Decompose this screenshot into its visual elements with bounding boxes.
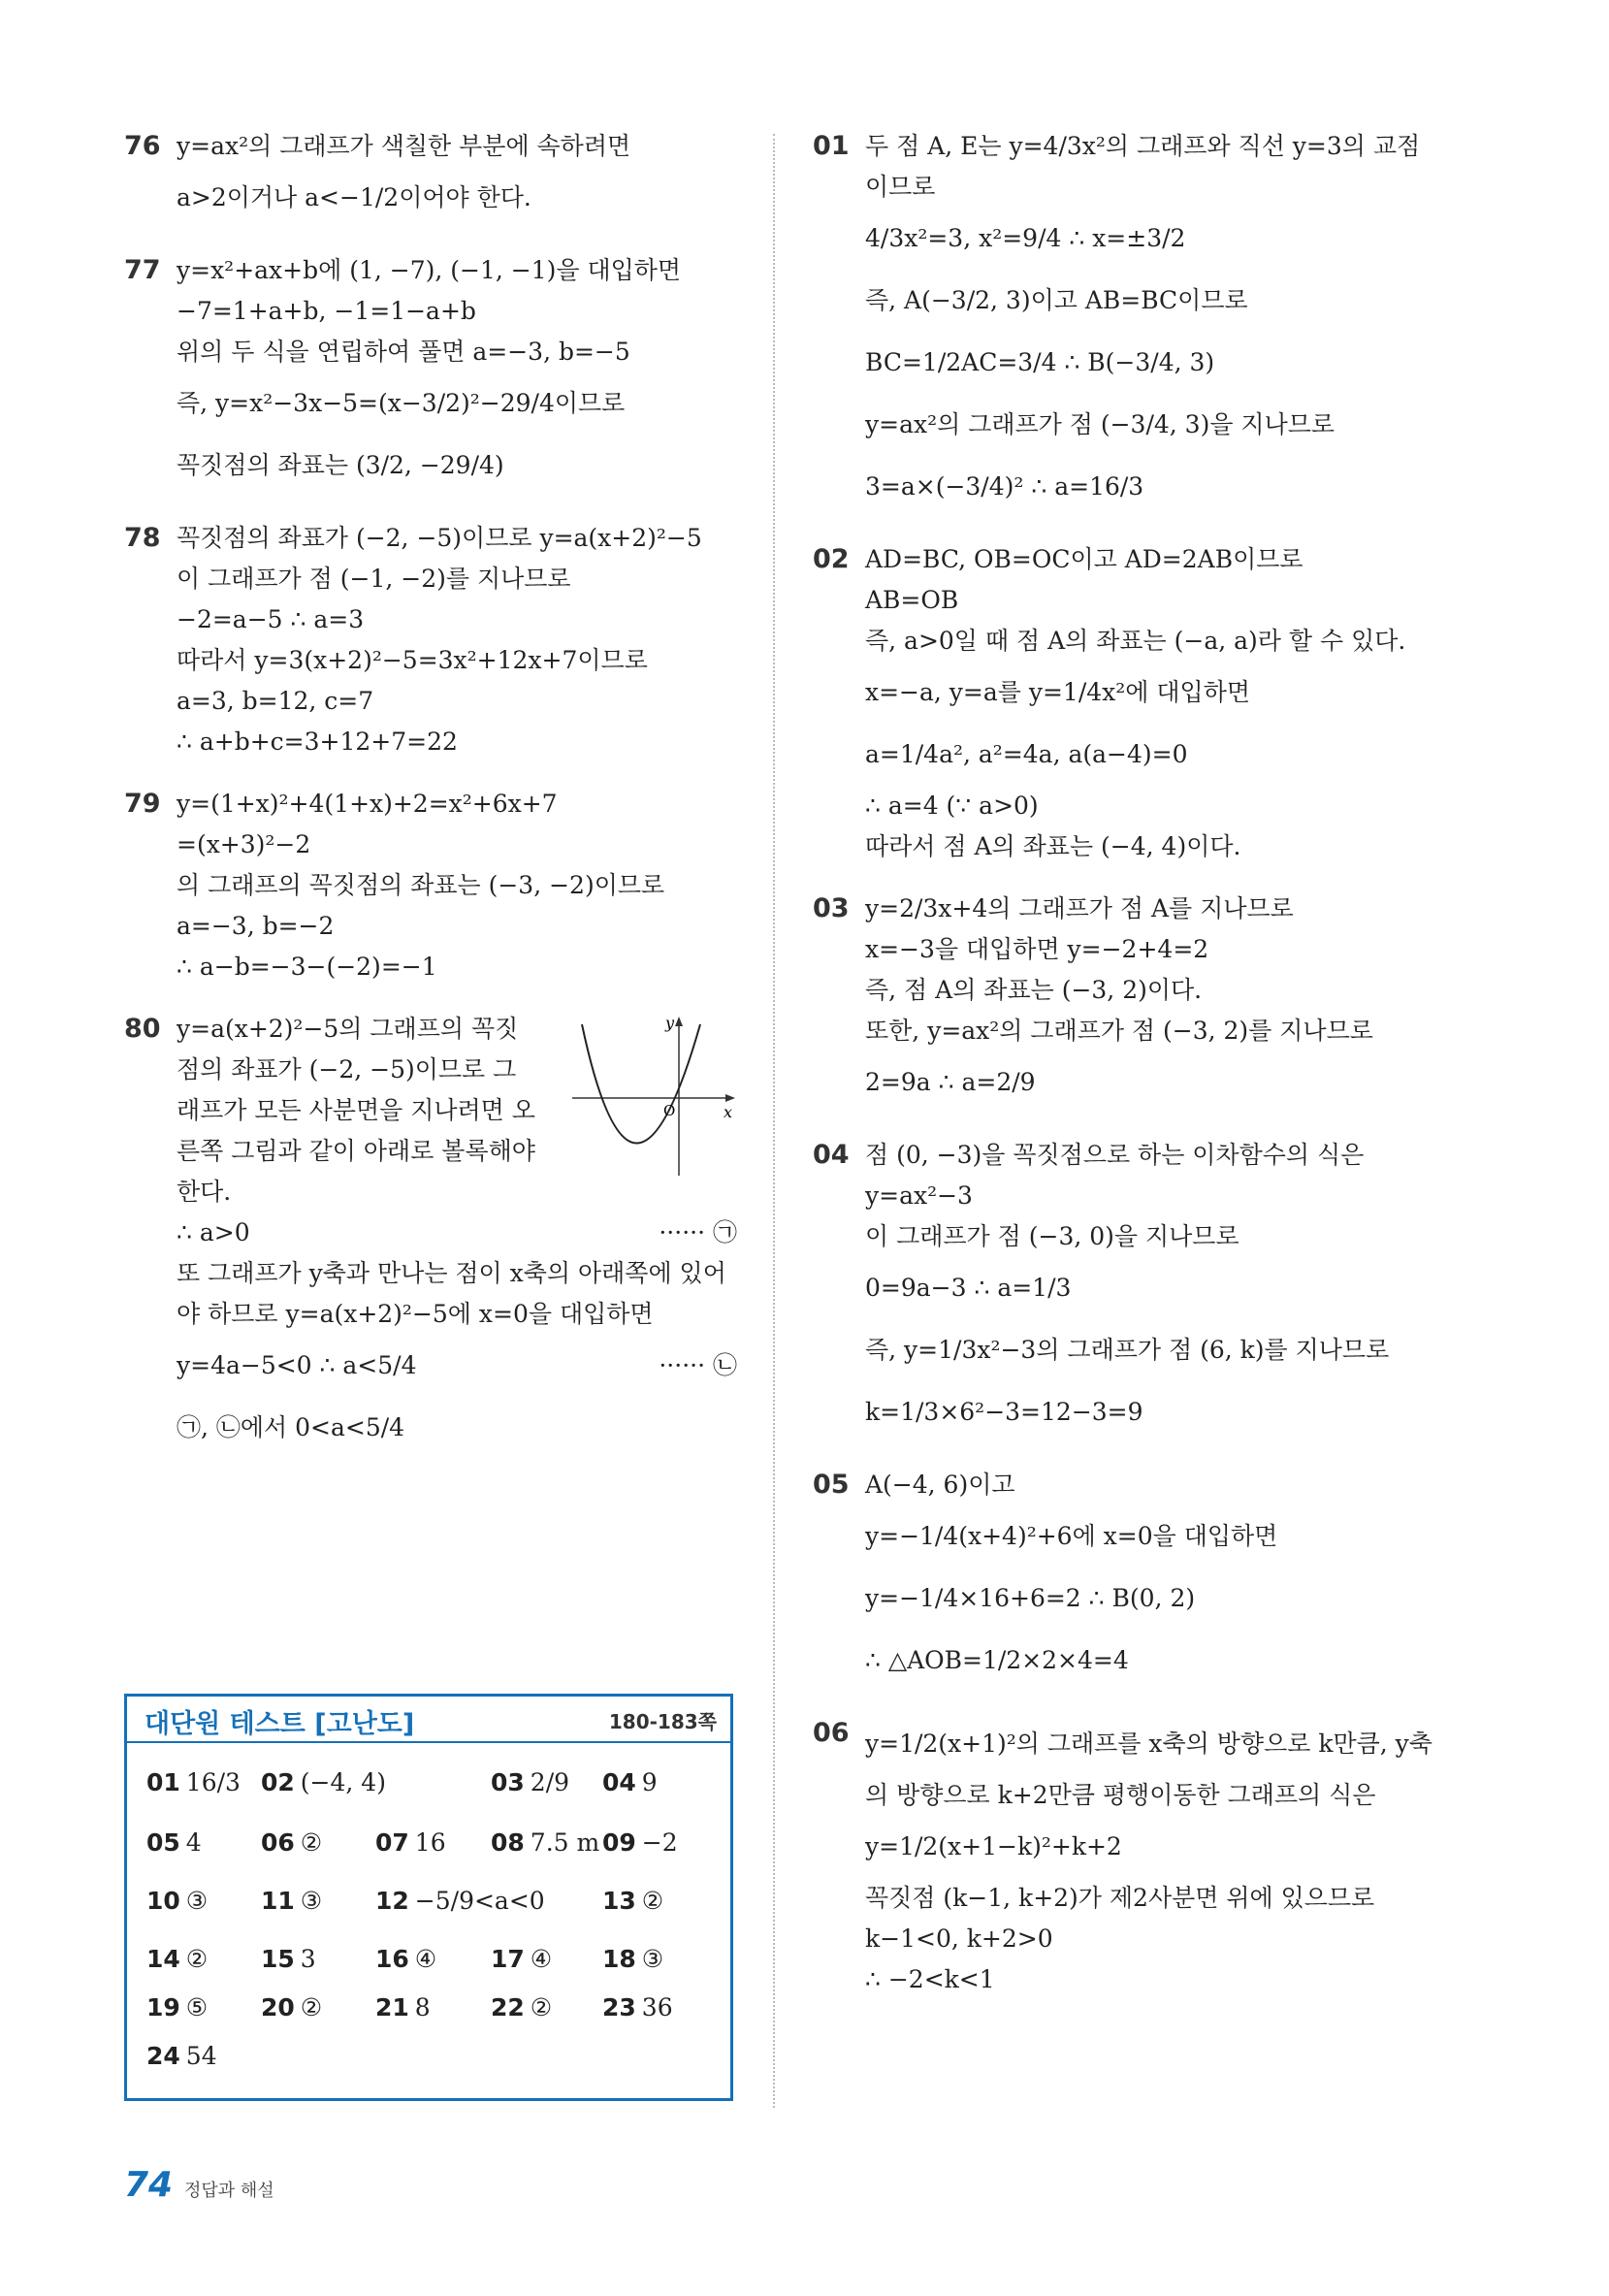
problem-04 [813, 1135, 1433, 1443]
answer-item: 06 ② [261, 1828, 323, 1857]
answer-item: 21 8 [375, 1993, 431, 2021]
solution-line: 따라서 y=3(x+2)²−5=3x²+12x+7이므로 [177, 646, 648, 674]
answer-item: 24 54 [146, 2042, 217, 2070]
answer-item: 22 ② [491, 1993, 553, 2021]
solution-line: 점의 좌표가 (−2, −5)이므로 그 [177, 1055, 517, 1083]
problem-02 [813, 539, 1433, 867]
solution-line: k=1/3×6²−3=12−3=9 [865, 1398, 1143, 1426]
solution-line: y=1/2(x+1−k)²+k+2 [865, 1832, 1122, 1860]
answer-item: 20 ② [261, 1993, 323, 2021]
problem-79 [124, 784, 737, 987]
problem-number: 77 [124, 255, 161, 285]
problem-number: 06 [813, 1718, 850, 1748]
solution-line: y=x²+ax+b에 (1, −7), (−1, −1)을 대입하면 [177, 256, 682, 284]
solution-line: 즉, A(−3/2, 3)이고 AB=BC이므로 [865, 286, 1248, 314]
x-axis-label: x [724, 1103, 733, 1121]
answer-item: 11 ③ [261, 1887, 323, 1915]
solution-line: ∴ a=4 (∵ a>0) [865, 792, 1039, 820]
solution-line: =(x+3)²−2 [177, 830, 311, 858]
solution-line: y=2/3x+4의 그래프가 점 A를 지나므로 [865, 894, 1294, 922]
problem-76 [124, 126, 737, 229]
problem-number: 78 [124, 523, 161, 553]
solution-line: 즉, y=x²−3x−5=(x−3/2)²−29/4이므로 [177, 389, 626, 417]
solution-line: 0=9a−3 ∴ a=1/3 [865, 1274, 1072, 1302]
solution-line: 2=9a ∴ a=2/9 [865, 1068, 1036, 1096]
answer-item: 09 −2 [602, 1828, 678, 1857]
solution-line: x=−3을 대입하면 y=−2+4=2 [865, 935, 1209, 963]
solution-line: 한다. [177, 1178, 232, 1206]
answer-box-header [127, 1697, 730, 1743]
solution-line: y=(1+x)²+4(1+x)+2=x²+6x+7 [177, 790, 558, 818]
solution-line: y=a(x+2)²−5의 그래프의 꼭짓 [177, 1015, 519, 1043]
answer-box-pages: 180-183쪽 [608, 1710, 717, 1733]
solution-line: a=−3, b=−2 [177, 912, 335, 940]
solution-line: 점 (0, −3)을 꼭짓점으로 하는 이차함수의 식은 [865, 1141, 1365, 1169]
answer-item: 07 16 [375, 1828, 446, 1857]
answer-item: 17 ④ [491, 1945, 553, 1973]
solution-line: 꼭짓점의 좌표는 (3/2, −29/4) [177, 451, 504, 479]
solution-line: ㉠, ㉡에서 0<a<5/4 [177, 1413, 405, 1441]
answer-item: 23 36 [602, 1993, 673, 2021]
solution-line [177, 1335, 737, 1397]
problem-number: 76 [124, 131, 161, 161]
solution-line: 이 그래프가 점 (−1, −2)를 지나므로 [177, 565, 571, 593]
left-column [124, 126, 737, 1480]
answer-item: 08 7.5 m [491, 1828, 600, 1857]
solution-line: 야 하므로 y=a(x+2)²−5에 x=0을 대입하면 [177, 1300, 654, 1328]
solution-line: y=ax²의 그래프가 색칠한 부분에 속하려면 [177, 132, 631, 160]
solution-line: 3=a×(−3/4)² ∴ a=16/3 [865, 472, 1144, 501]
answer-item: 12 −5/9<a<0 [375, 1887, 545, 1915]
solution-line: 의 방향으로 k+2만큼 평행이동한 그래프의 식은 [865, 1781, 1376, 1809]
problem-number: 79 [124, 789, 161, 819]
solution-line: y=ax²−3 [865, 1181, 973, 1210]
y-axis-label: y [665, 1015, 675, 1032]
inequality-a: ∴ a>0 [177, 1218, 250, 1246]
inequality-c: y=4a−5<0 ∴ a<5/4 [177, 1351, 417, 1379]
solution-line: 또한, y=ax²의 그래프가 점 (−3, 2)를 지나므로 [865, 1017, 1373, 1045]
answer-box [124, 1694, 733, 2101]
problem-number: 01 [813, 131, 850, 161]
y-axis-arrow [675, 1017, 683, 1026]
origin-label: O [663, 1102, 676, 1119]
problem-78 [124, 518, 737, 762]
solution-line: 4/3x²=3, x²=9/4 ∴ x=±3/2 [865, 224, 1186, 252]
solution-line: 즉, a>0일 때 점 A의 좌표는 (−a, a)라 할 수 있다. [865, 627, 1406, 655]
answer-item: 10 ③ [146, 1887, 209, 1915]
parabola-graph [572, 1015, 735, 1176]
solution-line: ∴ a+b+c=3+12+7=22 [177, 728, 458, 756]
solution-line: ∴ △AOB=1/2×2×4=4 [865, 1646, 1129, 1674]
problem-number: 04 [813, 1140, 850, 1170]
problem-number: 80 [124, 1014, 161, 1044]
solution-line: 의 그래프의 꼭짓점의 좌표는 (−3, −2)이므로 [177, 871, 665, 899]
solution-line: y=−1/4(x+4)²+6에 x=0을 대입하면 [865, 1522, 1278, 1550]
solution-line: a>2이거나 a<−1/2이어야 한다. [177, 183, 531, 211]
solution-line: A(−4, 6)이고 [865, 1471, 1015, 1499]
problem-80 [124, 1009, 737, 1459]
page-number: 74 [124, 2165, 174, 2205]
problem-number: 02 [813, 544, 850, 574]
solution-line: x=−a, y=a를 y=1/4x²에 대입하면 [865, 678, 1250, 706]
answer-item: 01 16/3 [146, 1768, 241, 1796]
solution-line: y=ax²의 그래프가 점 (−3/4, 3)을 지나므로 [865, 410, 1335, 438]
solution-line: 위의 두 식을 연립하여 풀면 a=−3, b=−5 [177, 338, 630, 366]
problem-number: 05 [813, 1470, 850, 1500]
equation-mark-2: ······ ㉡ [659, 1351, 737, 1379]
answer-item: 02 (−4, 4) [261, 1768, 386, 1796]
solution-line: 따라서 점 A의 좌표는 (−4, 4)이다. [865, 832, 1241, 860]
answer-box-title: 대단원 테스트 [고난도] [145, 1709, 415, 1739]
right-column [813, 126, 1433, 2021]
problem-03 [813, 889, 1433, 1114]
page-footer-label: 정답과 해설 [184, 2181, 274, 2201]
solution-line: −7=1+a+b, −1=1−a+b [177, 297, 476, 325]
solution-line: 꼭짓점 (k−1, k+2)가 제2사분면 위에 있으므로 [865, 1884, 1375, 1912]
solution-line [177, 1213, 737, 1253]
solution-line: a=1/4a², a²=4a, a(a−4)=0 [865, 740, 1188, 768]
solution-line: 즉, y=1/3x²−3의 그래프가 점 (6, k)를 지나므로 [865, 1336, 1390, 1364]
answer-item: 05 4 [146, 1828, 202, 1857]
solution-line: 른쪽 그림과 같이 아래로 볼록해야 [177, 1137, 535, 1165]
answer-item: 13 ② [602, 1887, 664, 1915]
solution-line: a=3, b=12, c=7 [177, 687, 374, 715]
solution-line: 이므로 [865, 173, 936, 201]
solution-line: 두 점 A, E는 y=4/3x²의 그래프와 직선 y=3의 교점 [865, 132, 1421, 160]
problem-01 [813, 126, 1433, 518]
solution-line: BC=1/2AC=3/4 ∴ B(−3/4, 3) [865, 348, 1215, 376]
parabola-curve [582, 1024, 700, 1144]
equation-mark-1: ······ ㉠ [659, 1218, 737, 1246]
solution-line: 즉, 점 A의 좌표는 (−3, 2)이다. [865, 976, 1203, 1004]
solution-line: ∴ −2<k<1 [865, 1965, 995, 1993]
answer-item: 03 2/9 [491, 1768, 570, 1796]
solution-line: k−1<0, k+2>0 [865, 1924, 1053, 1953]
problem-05 [813, 1465, 1433, 1692]
x-axis-arrow [725, 1094, 735, 1102]
column-divider [773, 134, 775, 2108]
answer-item: 14 ② [146, 1945, 209, 1973]
solution-line: 또 그래프가 y축과 만나는 점이 x축의 아래쪽에 있어 [177, 1259, 726, 1287]
solution-line: y=−1/4×16+6=2 ∴ B(0, 2) [865, 1584, 1196, 1612]
problem-77 [124, 250, 737, 497]
answer-item: 15 3 [261, 1945, 316, 1973]
answer-item: 04 9 [602, 1768, 658, 1796]
problem-number: 03 [813, 893, 850, 923]
problem-06 [813, 1713, 1433, 2000]
solution-line: AB=OB [865, 586, 959, 614]
answer-item: 16 ④ [375, 1945, 437, 1973]
solution-line: 꼭짓점의 좌표가 (−2, −5)이므로 y=a(x+2)²−5 [177, 524, 702, 552]
answer-item: 19 ⑤ [146, 1993, 209, 2021]
solution-line: 래프가 모든 사분면을 지나려면 오 [177, 1096, 535, 1124]
solution-line: −2=a−5 ∴ a=3 [177, 605, 365, 633]
solution-line: ∴ a−b=−3−(−2)=−1 [177, 953, 437, 981]
solution-line: y=1/2(x+1)²의 그래프를 x축의 방향으로 k만큼, y축 [865, 1730, 1432, 1758]
solution-line: 이 그래프가 점 (−3, 0)을 지나므로 [865, 1222, 1239, 1250]
solution-line: AD=BC, OB=OC이고 AD=2AB이므로 [865, 545, 1303, 573]
answer-item: 18 ③ [602, 1945, 664, 1973]
